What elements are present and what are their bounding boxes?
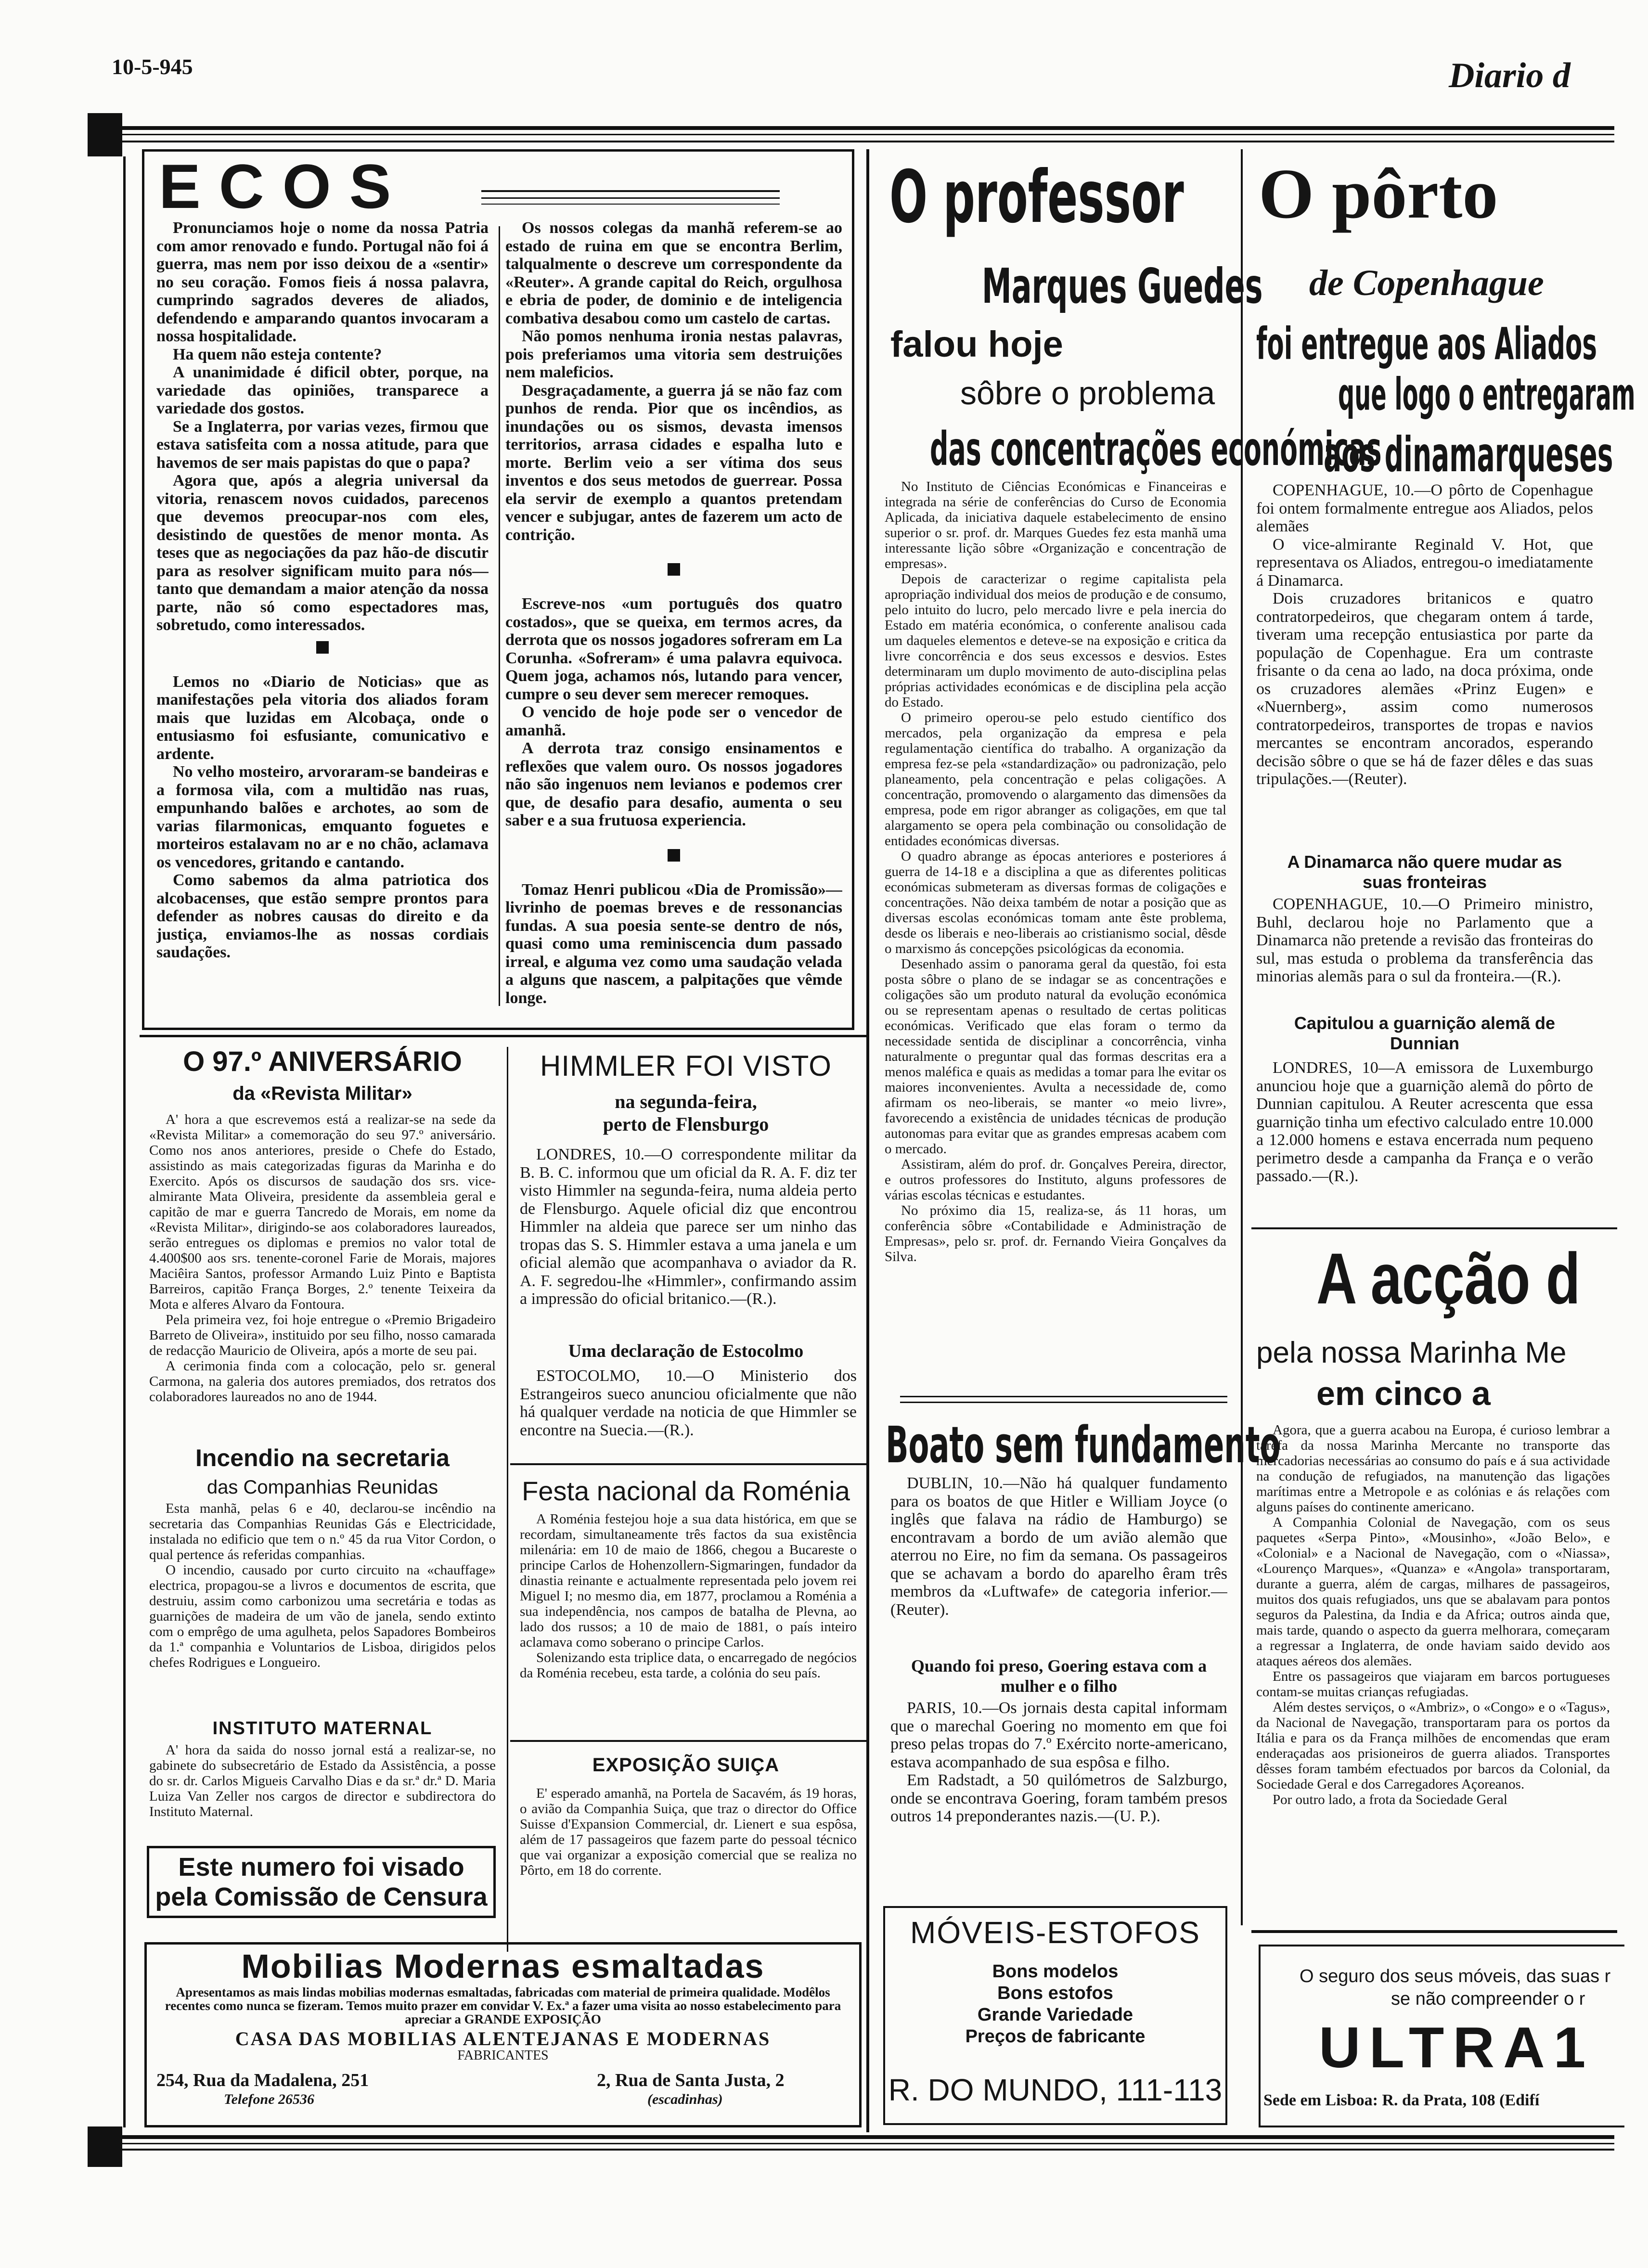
accao-sub1: pela nossa Marinha Me bbox=[1256, 1336, 1567, 1369]
ecos-paragraph: Desgraçadamente, a guerra já se não faz com punhos de renda. Pior que os incêndios, as inundações ou os sismos, devasta imensos territorios, arrasa cidades e espalha luto e morte. Berlim veio a ser vítima dos seus inventos e dos seus metodos de guerrear. Possa ela servir de exemplo a quantos pretendam vencer e subjugar, antes de fazerem um acto de contrição. bbox=[505, 381, 842, 544]
separator-main-1 bbox=[866, 149, 869, 2132]
professor-end-rule-2 bbox=[900, 1402, 1227, 1403]
porto-subheading-2: Capitulou a guarnição alemã de Dunnian bbox=[1294, 1013, 1556, 1053]
boato-title: Boato sem fundamento bbox=[886, 1416, 1281, 1474]
romenia-title: Festa nacional da Roménia bbox=[522, 1476, 850, 1506]
article-paragraph: ESTOCOLMO, 10.—O Ministerio dos Estrangeiros sueco anunciou oficialmente que não há qualquer verdade na noticia de que Himmler se encontre na Suecia.—(R.). bbox=[520, 1367, 857, 1439]
professor-sub: sôbre o problema bbox=[960, 375, 1215, 412]
ecos-paragraph: Ha quem não esteja contente? bbox=[173, 345, 382, 363]
ecos-paragraph: A unanimidade é dificil obter, porque, na variedade das opiniões, transparece a variedade dos gostos. bbox=[156, 363, 489, 417]
ecos-paragraph: Não pomos nenhuma ironia nestas palavras, pois preferiamos uma vitoria sem destruições nem maleficios. bbox=[505, 327, 842, 381]
ultra-ad-top-rule bbox=[1251, 1930, 1617, 1933]
article-paragraph: O quadro abrange as épocas anteriores e posteriores á guerra de 14-18 e a disciplina a que as diferentes politicas económicas submeteram as diversas formas de coligações e concentrações. Não deixa também de notar a posição que as diversas escolas económicas tomam ante êste problema, desde os liberais e neo-liberais ao cristianismo social, dêsde o marxismo ás concepções psicológicas da economia. bbox=[885, 849, 1226, 956]
incendio-body bbox=[149, 1501, 496, 1713]
separator-main-2 bbox=[1241, 149, 1243, 1925]
bottom-rule-1 bbox=[122, 2135, 1614, 2139]
ecos-paragraph: Lemos no «Diario de Noticias» que as manifestações pela vitoria dos aliados foram mais que luzidas em Alcobaça, onde o entusiasmo foi esfusiante, comunicativo e ardente. bbox=[156, 672, 489, 763]
ecos-paragraph: No velho mosteiro, arvoraram-se bandeiras e a formosa vila, com a multidão nas ruas, empunhando balões e archotes, ao som de varias filarmonicas, emquanto foguetes e morteiros estalavam no ar e no chão, aclamava os vencedores, gritando e cantando. bbox=[156, 763, 489, 871]
moveis-line: Bons modelos bbox=[992, 1961, 1119, 1982]
article-paragraph: Em Radstadt, a 50 quilómetros de Salzburgo, onde se encontrava Goering, foram também presos outros 14 preponderantes nazis.—(U. P.). bbox=[890, 1771, 1227, 1825]
article-paragraph: O vice-almirante Reginald V. Hot, que representava os Aliados, entregou-o imediatamente á Dinamarca. bbox=[1256, 535, 1593, 590]
article-paragraph: Agora, que a guerra acabou na Europa, é curioso lembrar a tarefa da nossa Marinha Mercante no transporte das mercadorias necessárias ao consumo do país e á sua actividade na condução de refugiados, na manutenção das ligações marítimas entre a Metropole e as colónias e ás relações com alguns países do continente americano. bbox=[1256, 1422, 1610, 1515]
accao-body bbox=[1256, 1422, 1610, 1923]
instituto-title: INSTITUTO MATERNAL bbox=[212, 1718, 433, 1739]
himmler-subheading: Uma declaração de Estocolmo bbox=[568, 1341, 804, 1361]
ecos-column-2 bbox=[505, 219, 842, 1023]
article-paragraph: Entre os passageiros que viajaram em barcos portugueses contam-se muitas crianças refugiadas. bbox=[1256, 1669, 1610, 1700]
ecos-paragraph: Se a Inglaterra, por varias vezes, firmou que estava satisfeita com a nossa atitude, para que havemos de ser mais papistas do que o papa? bbox=[156, 417, 489, 472]
porto-body bbox=[1256, 481, 1593, 847]
romenia-top-rule bbox=[510, 1463, 866, 1465]
ecos-paragraph: O vencido de hoje pode ser o vencedor de amanhã. bbox=[505, 703, 842, 739]
top-rule-2 bbox=[122, 134, 1614, 135]
aniversario-body bbox=[149, 1112, 496, 1444]
article-paragraph: Pela primeira vez, foi hoje entregue o «Premio Brigadeiro Barreto de Oliveira», instituido por seu filho, nosso camarada de redacção Mauricio de Oliveira, após a morte de seu pai. bbox=[149, 1312, 496, 1358]
ecos-heading-rule-2 bbox=[481, 197, 780, 199]
article-paragraph: No próximo dia 15, realiza-se, ás 11 horas, um conferência sôbre «Contabilidade e Administração de Empresas», pelo sr. prof. dr. Fernando Vieira Gonçalves da Silva. bbox=[885, 1203, 1226, 1264]
moveis-address: R. DO MUNDO, 111-113 bbox=[888, 2073, 1223, 2107]
professor-title: O professor bbox=[889, 155, 1184, 239]
accao-title: A acção d bbox=[1316, 1238, 1581, 1319]
ultra-line1: O seguro dos seus móveis, das suas r bbox=[1300, 1966, 1611, 1986]
professor-body bbox=[885, 479, 1226, 1511]
porto-end-rule bbox=[1251, 1227, 1617, 1229]
ecos-paragraph: Como sabemos da alma patriotica dos alcobacenses, que estão sempre prontos para defender as nobres causas do direito e da justiça, enviamos-lhe as nossas cordiais saudações. bbox=[156, 871, 489, 961]
ecos-paragraph: Agora que, após a alegria universal da vitoria, renascem novos cuidados, parecenos que devemos preocupar-nos com eles, desistindo de questões de menor monta. As teses que as negociações da paz hão-de discutir para as resolver significam muito para nós—tanto que demandam a maior atenção da nossa parte, não só como espectadores mas, sobretudo, como interessados. bbox=[156, 472, 489, 634]
ornament-square bbox=[668, 849, 680, 862]
censura-line2: pela Comissão de Censura bbox=[155, 1882, 488, 1911]
article-paragraph: Dois cruzadores britanicos e quatro contratorpedeiros, que chegaram ontem á tarde, tiveram uma recepção entusiastica por parte da população de Copenhague. Era um contraste frisante o da cena ao lado, na doca próxima, onde os cruzadores alemães «Prinz Eugen» e «Nuernberg», assim como numerosos contratorpedeiros, transportes de tropas e navios mercantes se encontram ancorados, esperando decisão sôbre o que se há de fazer dêles e das suas tripulações.—(Reuter). bbox=[1256, 590, 1593, 788]
margin-bar-top bbox=[88, 113, 122, 156]
bottom-rule-3 bbox=[122, 2149, 1614, 2151]
ecos-heading: ECOS bbox=[159, 151, 410, 221]
ultra-brand: ULTRA1 bbox=[1319, 2015, 1595, 2080]
boato-body-2 bbox=[890, 1699, 1227, 1906]
himmler-title: HIMMLER FOI VISTO bbox=[540, 1050, 832, 1082]
incendio-title: Incendio na secretaria bbox=[195, 1444, 450, 1471]
ecos-paragraph: Pronunciamos hoje o nome da nossa Patria com amor renovado e fundo. Portugal não foi á guerra, mas nem por isso deixou de a «sentir» no seu coração. Fomos fieis á nossa palavra, cumprindo sagrados deveres de aliados, defendendo e amparando quantos invocaram a nossa hospitalidade. bbox=[156, 219, 489, 345]
separator-lower-left bbox=[507, 1047, 508, 1952]
article-paragraph: Assistiram, além do prof. dr. Gonçalves Pereira, director, e outros professores do Instituto, alguns professores de várias escolas técnicas e estudantes. bbox=[885, 1157, 1226, 1203]
article-paragraph: No Instituto de Ciências Económicas e Financeiras e integrada na série de conferências do Curso de Economia Aplicada, da iniciativa daquele estabelecimento de ensino superior o sr. prof. dr. Marques Guedes fez esta manhã uma interessante lição sôbre «Organização e concentração de empresas». bbox=[885, 479, 1226, 571]
ultra-address: Sede em Lisboa: R. da Prata, 108 (Edifí bbox=[1263, 2091, 1540, 2109]
porto-subheading-1: A Dinamarca não quere mudar as suas fronteiras bbox=[1287, 852, 1562, 892]
porto-body-3 bbox=[1256, 1059, 1593, 1223]
mobilias-company: CASA DAS MOBILIAS ALENTEJANAS E MODERNAS bbox=[235, 2028, 771, 2049]
article-paragraph: O primeiro operou-se pelo estudo científico dos mercados, pela organização da empresa e pela regulamentação científica do trabalho. A organização da empresa fez-se pela «standardização» ou padronização, pelo planeamento, pela concentração e pelas coligações. A concentração, promovendo o alargamento das dimensões da empresa, pode em rigor abranger as coligações, em que tal alargamento se opera pela combinação ou consolidação de entidades económicas diversas. bbox=[885, 710, 1226, 849]
mobilias-title: Mobilias Modernas esmaltadas bbox=[241, 1947, 765, 1985]
article-paragraph: A' hora da saida do nosso jornal está a realizar-se, no gabinete do subsecretário de Estado da Assistência, a posse do sr. dr. Carlos Migueis Carvalho Dias e da sr.ª dr.ª D. Maria Luiza Van Zeller nos cargos de director e subdirectora do Instituto Maternal. bbox=[149, 1742, 496, 1819]
article-paragraph: DUBLIN, 10.—Não há qualquer fundamento para os boatos de que Hitler e William Joyce (o inglês que falava na rádio de Hamburgo) se encontravam a bordo de um avião alemão que aterrou no Eire, no fim da semana. Os passageiros que se achavam a bordo do aparelho êram três membros da «Luftwafe» de categoria inferior.—(Reuter). bbox=[890, 1474, 1227, 1619]
ecos-heading-rule-1 bbox=[481, 190, 780, 192]
porto-sub3: que logo o entregaram bbox=[1338, 369, 1635, 420]
censura-line1: Este numero foi visado bbox=[178, 1853, 464, 1881]
bottom-rule-2 bbox=[122, 2143, 1614, 2144]
professor-name: Marques Guedes bbox=[982, 258, 1263, 314]
ecos-heading-rule-3 bbox=[481, 204, 780, 205]
left-frame-line bbox=[123, 156, 126, 2127]
boato-subheading: Quando foi preso, Goering estava com a mulher e o filho bbox=[911, 1656, 1207, 1696]
ecos-column-1 bbox=[156, 219, 489, 1023]
himmler-body bbox=[520, 1146, 857, 1338]
suica-body bbox=[520, 1786, 857, 1930]
mobilias-text: Apresentamos as mais lindas mobilias modernas esmaltadas, fabricadas com material de primeira qualidade. Modêlos recentes como nunca se fizeram. Temos muito prazer em convidar V. Ex.ª a fazer uma visita ao nosso estabelecimento para apreciar a GRANDE EXPOSIÇÃO bbox=[165, 1985, 841, 2026]
mobilias-address-1: 254, Rua da Madalena, 251 bbox=[156, 2070, 369, 2090]
article-paragraph: Depois de caracterizar o regime capitalista pela apropriação individual dos meios de produção e de consumo, pelo intuito do lucro, pelo mercado livre e pela inercia do Estado em matéria económica, o conferente analisou cada um daqueles elementos e deteve-se na exposição e critica da livre concorrência e dos seus excessos e desvios. Estes determinaram um duplo movimento de auto-disciplina pelas próprias actividades económicas e de disciplina pela acção do Estado. bbox=[885, 571, 1226, 710]
ornament-square bbox=[668, 563, 680, 576]
aniversario-title: O 97.º ANIVERSÁRIO bbox=[183, 1046, 462, 1077]
romenia-body bbox=[520, 1511, 857, 1733]
ecos-paragraph: Tomaz Henri publicou «Dia de Promissão»—livrinho de poemas breves e de ressonancias fundas. A sua poesia sente-se dentro de nós, quasi como uma reminiscencia dum passado irreal, e alguma vez como uma saudação velada a alguns que nascem, a palpitações que vêmde longe. bbox=[505, 880, 842, 1007]
ultra-line2: se não compreender o r bbox=[1391, 1989, 1585, 2009]
porto-sub1: de Copenhague bbox=[1309, 263, 1544, 303]
accao-sub2: em cinco a bbox=[1316, 1375, 1491, 1412]
boato-body bbox=[890, 1474, 1227, 1652]
moveis-line: Grande Variedade bbox=[977, 2005, 1133, 2025]
article-paragraph: Solenizando esta triplice data, o encarregado de negócios da Roménia recebeu, esta tarde, a colónia do seu país. bbox=[520, 1650, 857, 1681]
article-paragraph: LONDRES, 10—A emissora de Luxemburgo anunciou hoje que a guarnição alemã do pôrto de Dunnian capitulou. A Reuter acrescenta que essa guarnição tinha um efectivo calculado entre 10.000 a 12.000 homens e estava encerrada num pequeno perimetro desde a campanha da França e o verão passado.—(R.). bbox=[1256, 1059, 1593, 1185]
ornament-square bbox=[316, 641, 329, 654]
article-paragraph: A Companhia Colonial de Navegação, com os seus paquetes «Serpa Pinto», «Mousinho», «João Belo», e «Colonial» e a Nacional de Navegação, com o «Niassa», «Lourenço Marques», «Quanza» e «Angola» transportaram, durante a guerra, além de cargas, milhares de passageiros, muitos dos quais refugiados, uns que se abalavam para pontos seguros da Palestina, da India e da Africa; outros ainda que, mais tarde, quando o aspecto da guerra melhorara, começaram a regressar a Inglaterra, de onde haviam saido devido aos ataques aéreos dos alemães. bbox=[1256, 1515, 1610, 1669]
article-paragraph: Desenhado assim o panorama geral da questão, foi esta posta sôbre o plano de se indagar se as concentrações e coligações são um produto natural da evolução económica ou se representam apenas o resultado de certas politicas económicas. Verificado que elas foram o termo da necessidade sentida de disciplinar a concorrência, vinha naturalmente o preguntar qual das formas descritas era a menos maléfica e quais as medidas a tomar para lhe evitar os maiores inconvenientes. Avulta a necessidade de, como afirmam os neo-liberais, se manter «o meio livre», favorecendo a existência de unidades técnicas de produção autonomas para evitar que as grandes empresas acabem com o mercado. bbox=[885, 956, 1226, 1157]
lower-left-top-rule bbox=[140, 1035, 866, 1037]
article-paragraph: A cerimonia finda com a colocação, pelo sr. general Carmona, na galeria dos autores premiados, dos retratos dos colaboradores laureados no ano de 1944. bbox=[149, 1358, 496, 1405]
article-paragraph: E' esperado amanhã, na Portela de Sacavém, ás 19 horas, o avião da Companhia Suiça, que traz o director do Office Suisse d'Expansion Commercial, dr. Lienert e sua espôsa, além de 17 passageiros que fazem parte do pessoal técnico que vai organizar a exposição comercial que se realiza no Pôrto, em 18 do corrente. bbox=[520, 1786, 857, 1878]
incendio-sub: das Companhias Reunidas bbox=[206, 1477, 438, 1498]
page-date: 10-5-945 bbox=[112, 54, 193, 79]
himmler-body-2 bbox=[520, 1367, 857, 1458]
professor-end-rule-1 bbox=[900, 1396, 1227, 1397]
moveis-line: Preços de fabricante bbox=[965, 2026, 1146, 2047]
ecos-paragraph: Os nossos colegas da manhã referem-se ao estado de ruina em que se encontra Berlim, talqualmente o descreve um correspondente da «Reuter». A grande capital do Reich, orgulhosa e ebria de poder, de dominio e de inteligencia combativa desabou como um castelo de cartas. bbox=[505, 219, 842, 327]
mobilias-address-2: 2, Rua de Santa Justa, 2 bbox=[597, 2070, 785, 2090]
top-rule-3 bbox=[122, 141, 1614, 142]
himmler-sub2: perto de Flensburgo bbox=[603, 1113, 769, 1135]
professor-kicker: falou hoje bbox=[890, 324, 1063, 365]
article-paragraph: Esta manhã, pelas 6 e 40, declarou-se incêndio na secretaria das Companhias Reunidas Gás e Electricidade, instalada no edificio que tem o n.º 45 da rua Vitor Cordon, o qual pertence ás referidas companhias. bbox=[149, 1501, 496, 1562]
himmler-sub1: na segunda-feira, bbox=[615, 1091, 757, 1112]
article-paragraph: LONDRES, 10.—O correspondente militar da B. B. C. informou que um oficial da R. A. F. diz ter visto Himmler na segunda-feira, numa aldeia perto de Flensburgo. Aquele oficial diz que encontrou Himmler na aldeia que parece ser um ninho das tropas das S. S. Himmler estava a uma janela e um oficial alemão que acompanhava o aviador da R. A. F. segredou-lhe «Himmler», confirmando assim a impressão do oficial britanico.—(R.). bbox=[520, 1146, 857, 1308]
instituto-body bbox=[149, 1742, 496, 1839]
article-paragraph: A Roménia festejou hoje a sua data histórica, em que se recordam, simultaneamente três factos da sua existência milenária: em 10 de maio de 1866, chegou a Bucareste o principe Carlos de Hohenzollern-Sigmaringen, fundador da dinastia reinante e actualmente representada pelo jovem rei Miguel I; no mesmo dia, em 1877, proclamou a Roménia a sua independência, nos campos de batalha de Plevna, ao lado dos russos; a 10 de maio de 1881, o país inteiro aclamava como soberano o principe Carlos. bbox=[520, 1511, 857, 1650]
professor-topic: das concentrações económicas bbox=[930, 422, 1382, 476]
aniversario-sub: da «Revista Militar» bbox=[232, 1083, 412, 1104]
moveis-title: MÓVEIS-ESTOFOS bbox=[910, 1915, 1200, 1950]
article-paragraph: Por outro lado, a frota da Sociedade Geral bbox=[1273, 1792, 1507, 1807]
top-rule-1 bbox=[122, 126, 1614, 130]
article-paragraph: A' hora a que escrevemos está a realizar-se na sede da «Revista Militar» a comemoração do seu 97.º aniversário. Como nos anos anteriores, preside o Chefe do Estado, assistindo as mais categorizadas figuras da Marinha e do Exercito. Após os discursos de saudação dos srs. vice-almirante Mata Oliveira, presidente da assembleia geral e capitão de mar e guerra Tancredo de Morais, em nome da «Revista Militar», dirigindo-se aos colaboradores laureados, serão entregues os diplomas e premios no valor total de 4.400$00 aos srs. tenente-coronel Farie de Morais, majores Maciêira Santos, professor Armando Luiz Pinto e Baptista Barreiros, capitão França Borges, 2.º tenente Teixeira da Mota e alferes Alvaro da Fontoura. bbox=[149, 1112, 496, 1312]
suica-top-rule bbox=[510, 1740, 866, 1742]
ecos-paragraph: Escreve-nos «um português dos quatro costados», que se queixa, em termos acres, da derrota que os nossos jogadores sofreram em La Corunha. «Sofreram» é uma palavra equivoca. Quem joga, achamos nós, lutando para vencer, cumpre o seu dever sem merecer remoques. bbox=[505, 595, 842, 703]
article-paragraph: COPENHAGUE, 10.—O pôrto de Copenhague foi ontem formalmente entregue aos Aliados, pelos alemães bbox=[1256, 481, 1593, 535]
article-paragraph: Além destes serviços, o «Ambriz», o «Congo» e o «Tagus», da Nacional de Navegação, transportaram para os portos da Itália e para os da França milhões de encomendas que eram enderaçadas aos prisioneiros de guerra aliados. Transportes dêsses foram também efectuados por barcos da Colonial, da Sociedade Geral e dos Carregadores Açoreanos. bbox=[1256, 1700, 1610, 1792]
porto-sub4: aos dinamarqueses bbox=[1324, 426, 1613, 483]
porto-sub2: foi entregue aos Aliados bbox=[1256, 318, 1597, 370]
article-paragraph: COPENHAGUE, 10.—O Primeiro ministro, Buhl, declarou hoje no Parlamento que a Dinamarca não pretende a revisão das fronteiras do sul, mas estuda o problema da transferência das minorias alemãs para o sul da fronteira.—(R.). bbox=[1256, 895, 1593, 985]
ecos-paragraph: A derrota traz consigo ensinamentos e reflexões que valem ouro. Os nossos jogadores não são ingenuos nem levianos e podemos crer que, de desafio para desafio, aumenta o seu saber e a sua frutuosa experiencia. bbox=[505, 739, 842, 829]
porto-body-2 bbox=[1256, 895, 1593, 1006]
margin-bar-bottom bbox=[88, 2126, 122, 2167]
suica-title: EXPOSIÇÃO SUIÇA bbox=[592, 1754, 780, 1776]
moveis-line: Bons estofos bbox=[997, 1983, 1113, 2003]
article-paragraph: PARIS, 10.—Os jornais desta capital informam que o marechal Goering no momento em que foi preso pelas tropas do 7.º Exército norte-americano, estava acompanhado de sua espôsa e filho. bbox=[890, 1699, 1227, 1771]
mobilias-fabricantes: FABRICANTES bbox=[457, 2048, 549, 2063]
article-paragraph: O incendio, causado por curto circuito na «chauffage» electrica, propagou-se a livros e documentos de escrita, que destruiu, assim como carbonizou uma secretária e todas as guarnições de madeira de um vão de janela, sendo extinto com o emprêgo de uma agulheta, pelos Sapadores Bombeiros da 1.ª companhia e Voluntarios de Lisboa, dirigidos pelos chefes Rodrigues e Longueiro. bbox=[149, 1562, 496, 1670]
porto-title: O pôrto bbox=[1259, 155, 1498, 233]
mobilias-address-2-note: (escadinhas) bbox=[647, 2091, 723, 2107]
mobilias-phone: Telefone 26536 bbox=[224, 2091, 315, 2107]
masthead-title: Diario d bbox=[1449, 56, 1571, 95]
